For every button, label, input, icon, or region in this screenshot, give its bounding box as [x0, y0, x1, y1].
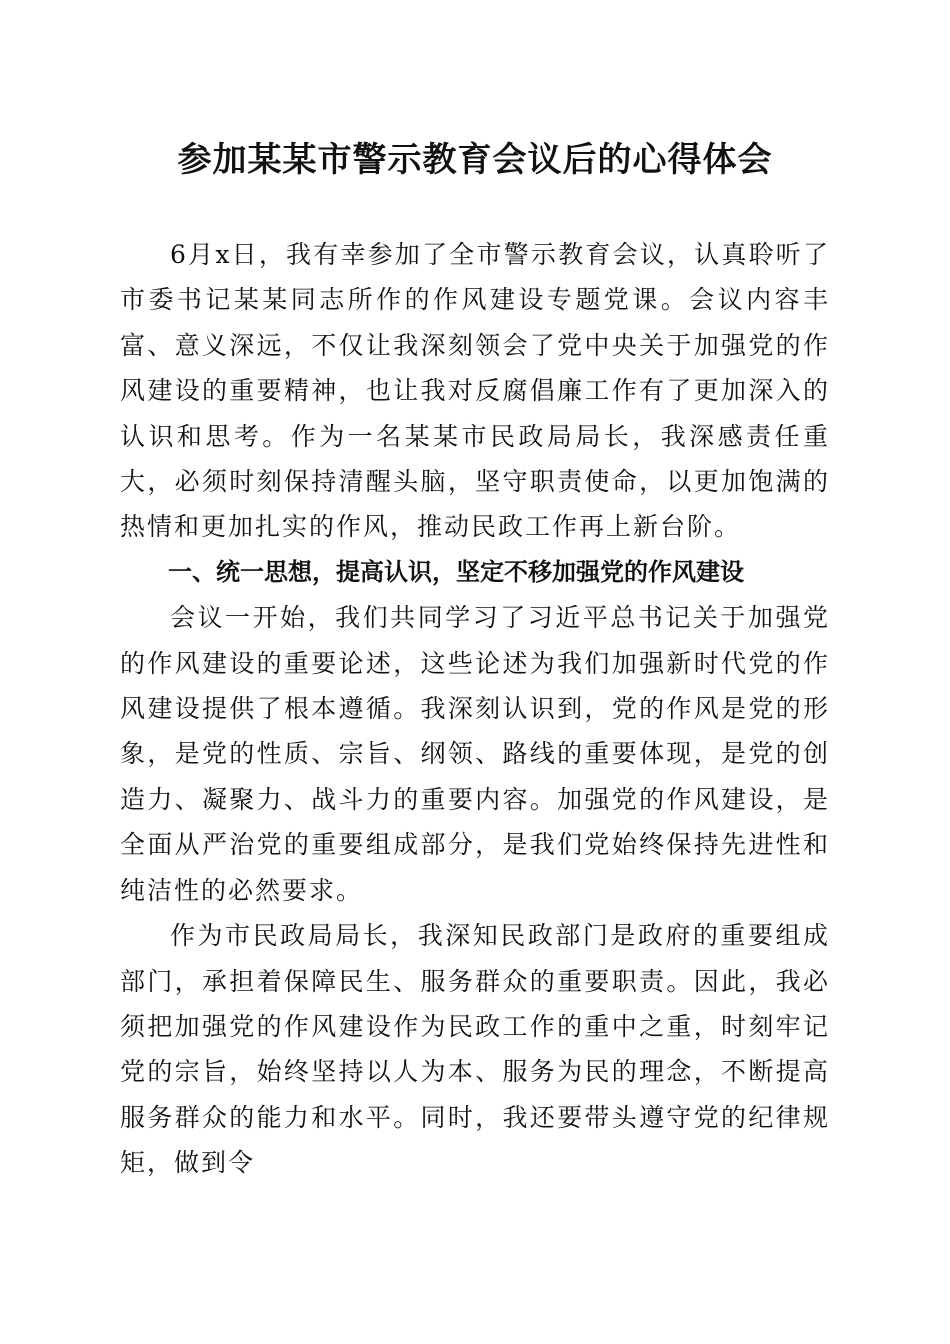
paragraph-section1-b: 作为市民政局局长，我深知民政部门是政府的重要组成部门，承担着保障民生、服务群众的重要职责。因此，我必须把加强党的作风建设作为民政工作的重中之重，时刻牢记党的宗旨，始终坚持以人为本、服务为民的理念，不断提高服务群众的能力和水平。同时，我还要带头遵守党的纪律规矩，做到令 [120, 921, 830, 1178]
section-heading-1: 一、统一思想，提高认识，坚定不移加强党的作风建设 [168, 557, 744, 586]
paragraph-section1-a: 会议一开始，我们共同学习了习近平总书记关于加强党的作风建设的重要论述，这些论述为我们加强新时代党的作风建设提供了根本遵循。我深刻认识到，党的作风是党的形象，是党的性质、宗旨、纲领、路线的重要体现，是党的创造力、凝聚力、战斗力的重要内容。加强党的作风建设，是全面从严治党的重要组成部分，是我们党始终保持先进性和纯洁性的必然要求。 [120, 603, 830, 905]
document-title: 参加某某市警示教育会议后的心得体会 [177, 140, 773, 180]
document-body [120, 232, 830, 1186]
paragraph-intro: 6月x日，我有幸参加了全市警示教育会议，认真聆听了市委书记某某同志所作的作风建设专题党课。会议内容丰富、意义深远，不仅让我深刻领会了党中央关于加强党的作风建设的重要精神，也让我对反腐倡廉工作有了更加深入的认识和思考。作为一名某某市民政局局长，我深感责任重大，必须时刻保持清醒头脑，坚守职责使命，以更加饱满的热情和更加扎实的作风，推动民政工作再上新台阶。 [120, 240, 830, 542]
